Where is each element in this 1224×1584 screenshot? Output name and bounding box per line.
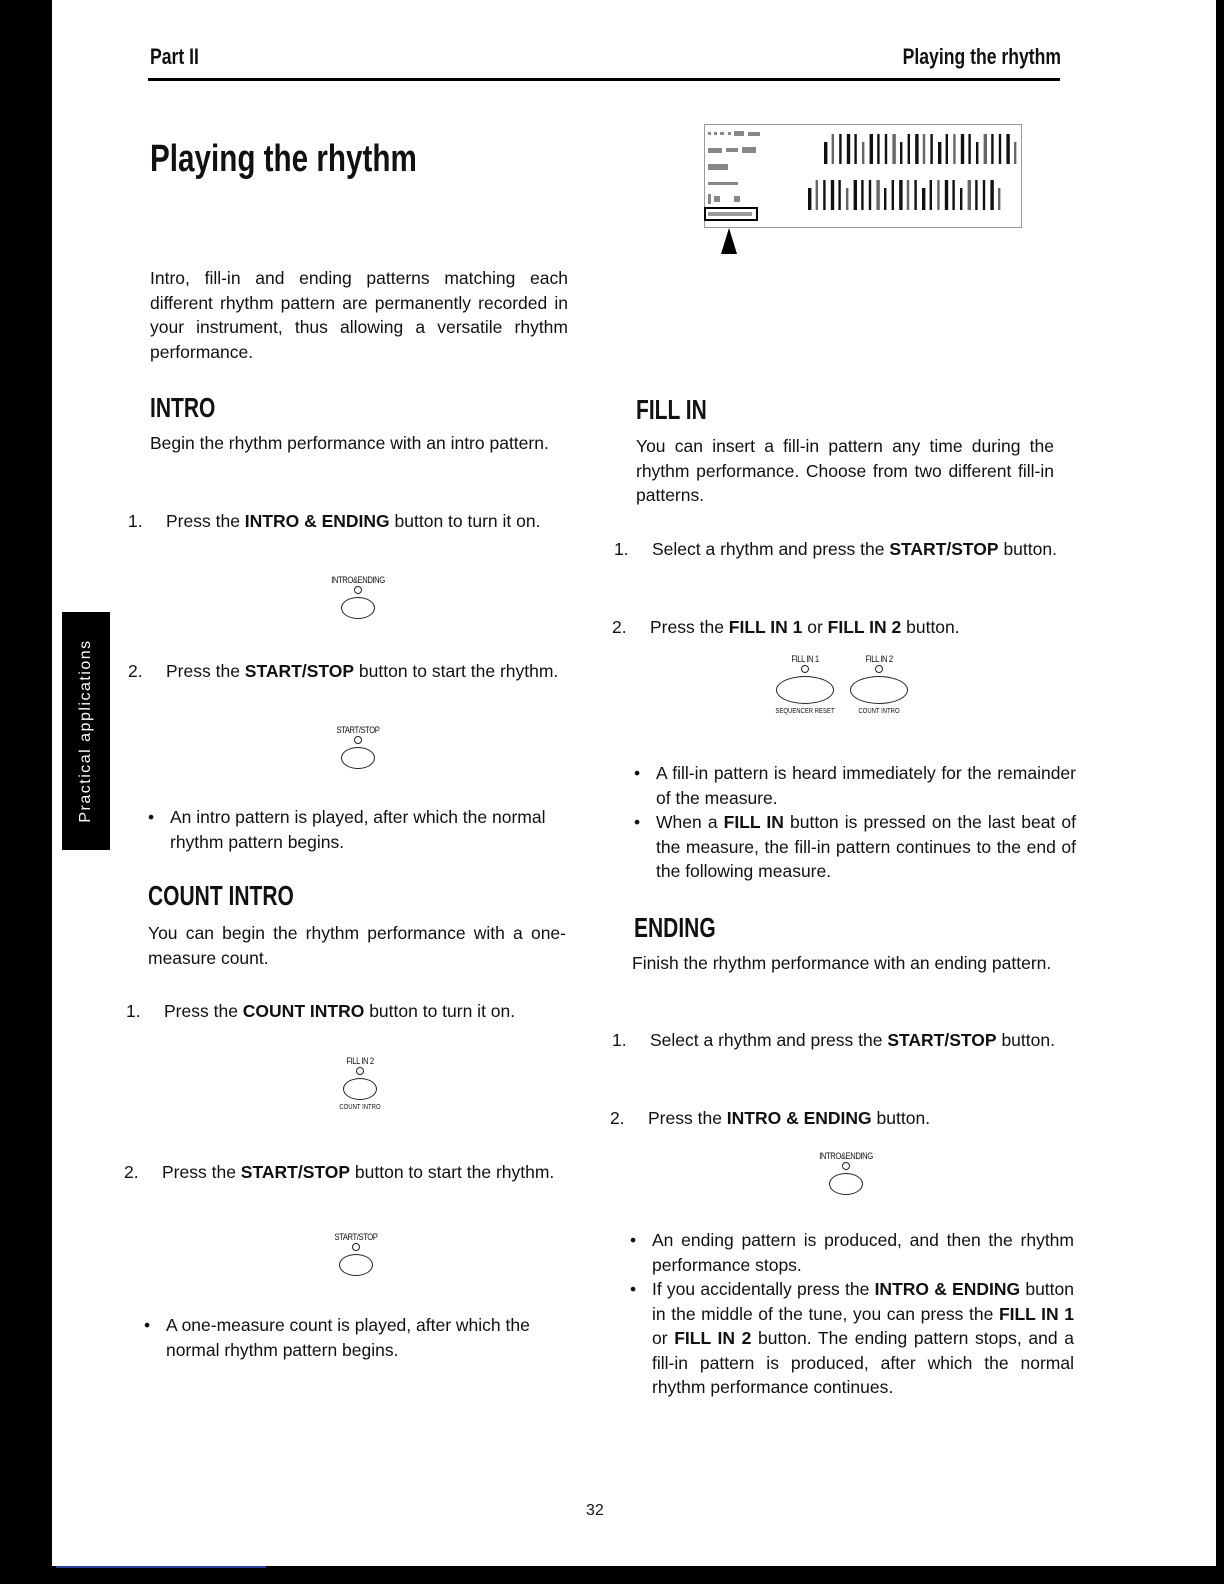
lcd-segment: [831, 180, 834, 210]
lcd-segment: [838, 180, 840, 210]
lcd-segment: [990, 180, 993, 210]
step-text: button to turn it on.: [364, 1001, 516, 1021]
intro-step-2: [128, 659, 592, 684]
lcd-segment: [975, 180, 977, 210]
lcd-segment: [998, 188, 1000, 210]
step-text: button to turn it on.: [389, 511, 541, 531]
section-heading-ending: ENDING: [634, 912, 716, 943]
step-text: Press the: [650, 617, 729, 637]
step-text: button.: [998, 539, 1057, 559]
step-button-name: START/STOP: [887, 1030, 997, 1050]
lcd-segment: [914, 180, 916, 210]
lcd-segment: [899, 180, 902, 210]
lcd-pointer-arrow-icon: [720, 226, 738, 256]
bullet-text: An intro pattern is played, after which the normal rhythm pattern begins.: [170, 807, 546, 852]
lcd-segment: [900, 142, 902, 164]
fill-in-bullet-2: [634, 810, 1076, 884]
step-number: 1.: [614, 539, 629, 559]
section-heading-fill-in: FILL IN: [636, 394, 707, 425]
bullet-icon: •: [148, 807, 155, 827]
step-button-name: INTRO & ENDING: [726, 1108, 872, 1128]
count-intro-step-2: [124, 1160, 588, 1185]
intro-description: Begin the rhythm performance with an intro pattern.: [150, 433, 549, 453]
count-intro-description: You can begin the rhythm performance with a one-measure count.: [148, 923, 566, 968]
lcd-display-illustration: [704, 124, 1022, 228]
side-tab: [62, 612, 110, 850]
bullet-text: A one-measure count is played, after which the normal rhythm pattern begins.: [166, 1315, 530, 1360]
lcd-segment: [892, 180, 894, 210]
lcd-segment: [999, 134, 1001, 164]
step-text: Press the: [166, 661, 245, 681]
button-label: FILL IN 2: [865, 654, 893, 664]
step-button-name: START/STOP: [889, 539, 999, 559]
ending-bullet-1: [630, 1228, 1074, 1277]
button-label: FILL IN 2: [346, 1056, 374, 1066]
button-cap: [341, 747, 375, 769]
lcd-segment: [937, 180, 939, 210]
bullet-bold: FILL IN 1: [998, 1303, 1074, 1324]
lcd-segment: [907, 180, 909, 210]
intro-paragraph: Intro, fill-in and ending patterns matching each different rhythm pattern are permanently recorded in your instrument, thus allowing a versatile rhythm performance.: [150, 268, 568, 362]
lcd-segment: [885, 134, 887, 164]
step-number: 1.: [128, 511, 143, 531]
led-indicator: [354, 586, 362, 594]
bullet-text: When a: [656, 812, 724, 832]
step-button-name: FILL IN 1: [728, 617, 803, 637]
header-chapter: Playing the rhythm: [902, 44, 1061, 69]
lcd-segment: [961, 134, 964, 164]
lcd-segment: [877, 134, 879, 164]
bullet-icon: •: [634, 763, 641, 783]
ending-bullet-2: [630, 1277, 1074, 1400]
button-sublabel: COUNT INTRO: [858, 708, 900, 715]
page-border-bottom: [0, 1566, 1224, 1584]
step-number: 2.: [610, 1108, 625, 1128]
lcd-segment: [983, 180, 985, 210]
bullet-text: button. The ending pattern stops, and a fill-in pattern is produced, after which the normal rhythm performance continues.: [652, 1328, 1074, 1397]
lcd-segment: [953, 134, 955, 164]
lcd-segment: [892, 134, 895, 164]
led-indicator: [842, 1162, 850, 1170]
lcd-segment: [876, 180, 879, 210]
fill-in-bullet-1: [634, 761, 1076, 810]
lcd-segment: [991, 134, 993, 164]
bullet-icon: •: [634, 812, 641, 832]
lcd-segment: [861, 180, 863, 210]
step-text: Press the: [648, 1108, 727, 1128]
button-sublabel: COUNT INTRO: [339, 1104, 381, 1111]
lcd-segment: [938, 142, 941, 164]
step-button-name: COUNT INTRO: [242, 1001, 365, 1021]
lcd-segment: [846, 188, 848, 210]
led-indicator: [352, 1243, 360, 1251]
step-text: Press the: [162, 1162, 241, 1182]
lcd-segment: [922, 188, 925, 210]
lcd-segment: [823, 180, 825, 210]
ending-step-2: [610, 1106, 1074, 1131]
step-button-name: FILL IN 2: [827, 617, 902, 637]
lcd-segment: [1006, 134, 1009, 164]
lcd-segment: [960, 188, 962, 210]
lcd-segment: [930, 180, 932, 210]
button-cap: [829, 1173, 863, 1195]
button-cap: [341, 597, 375, 619]
count-intro-step-1: [126, 999, 590, 1024]
fill-in-2-button-diagram: [836, 654, 922, 717]
step-number: 1.: [612, 1030, 627, 1050]
header-rule: [148, 78, 1060, 81]
button-cap: [850, 676, 908, 704]
button-label: START/STOP: [334, 1232, 378, 1242]
lcd-segment: [946, 134, 948, 164]
fill-in-step-1: [614, 537, 1078, 562]
bullet-icon: •: [144, 1315, 151, 1335]
bullet-bold: INTRO & ENDING: [874, 1279, 1021, 1299]
lcd-segment: [1014, 142, 1016, 164]
button-cap: [343, 1078, 377, 1100]
led-indicator: [354, 736, 362, 744]
step-text: Select a rhythm and press the: [652, 539, 890, 559]
bullet-bold: FILL IN: [723, 812, 784, 832]
page-border-left: [0, 0, 52, 1584]
lcd-segment: [930, 134, 932, 164]
ending-description: Finish the rhythm performance with an ending pattern.: [632, 953, 1052, 973]
lcd-segment: [915, 134, 918, 164]
lcd-segment: [862, 142, 864, 164]
bullet-text: If you accidentally press the: [652, 1279, 875, 1299]
page-border-right: [1216, 0, 1224, 1584]
step-text: button to start the rhythm.: [350, 1162, 555, 1182]
lcd-segment: [908, 134, 910, 164]
button-cap: [776, 676, 834, 704]
fill-in-description: You can insert a fill-in pattern any time during the rhythm performance. Choose from two different fill-in patterns.: [636, 436, 1054, 505]
step-text: button to start the rhythm.: [354, 661, 559, 681]
lcd-segment: [816, 180, 818, 210]
count-intro-button-diagram: [318, 1056, 402, 1113]
intro-bullet: [148, 805, 590, 854]
step-button-name: INTRO & ENDING: [244, 511, 390, 531]
lcd-segment: [832, 134, 834, 164]
step-text: or: [802, 617, 828, 637]
lcd-segment: [808, 188, 811, 210]
ending-step-1: [612, 1028, 1076, 1053]
button-label: INTRO&ENDING: [331, 575, 385, 585]
step-text: button.: [996, 1030, 1055, 1050]
step-button-name: START/STOP: [244, 661, 355, 681]
lcd-segment: [976, 142, 978, 164]
led-indicator: [875, 665, 883, 673]
bullet-bold: FILL IN 2: [674, 1328, 752, 1348]
button-label: INTRO&ENDING: [819, 1151, 873, 1161]
step-text: button.: [871, 1108, 931, 1128]
page-border-accent: [56, 1566, 266, 1568]
lcd-segment: [884, 188, 886, 210]
lcd-segment: [923, 134, 925, 164]
bullet-icon: •: [630, 1279, 637, 1299]
page-title: Playing the rhythm: [150, 138, 417, 180]
bullet-text: button in the middle of the tune, you can press the: [652, 1279, 1074, 1324]
start-stop-button-diagram-2: [314, 1232, 398, 1276]
step-number: 2.: [128, 661, 143, 681]
intro-ending-button-diagram-2: [804, 1151, 888, 1195]
step-text: Press the: [166, 511, 245, 531]
step-text: Select a rhythm and press the: [650, 1030, 888, 1050]
bullet-text: A fill-in pattern is heard immediately for the remainder of the measure.: [656, 763, 1076, 808]
side-tab-label: Practical applications: [77, 639, 94, 823]
step-number: 2.: [612, 617, 627, 637]
led-indicator: [356, 1067, 364, 1075]
fill-in-step-2: [612, 615, 1076, 640]
page-number: 32: [586, 1502, 604, 1519]
lcd-segment: [854, 180, 857, 210]
step-number: 2.: [124, 1162, 139, 1182]
lcd-segment: [839, 134, 841, 164]
bullet-text: or: [652, 1328, 675, 1348]
lcd-segment: [984, 134, 987, 164]
bullet-text: An ending pattern is produced, and then the rhythm performance stops.: [652, 1230, 1074, 1275]
intro-step-1: [128, 509, 592, 534]
bullet-icon: •: [630, 1230, 637, 1250]
count-intro-bullet: [144, 1313, 588, 1362]
lcd-segment: [968, 134, 970, 164]
button-cap: [339, 1254, 373, 1276]
button-sublabel: SEQUENCER RESET: [775, 708, 835, 715]
section-heading-count-intro: COUNT INTRO: [148, 880, 294, 911]
section-heading-intro: INTRO: [150, 392, 216, 423]
step-button-name: START/STOP: [240, 1162, 351, 1182]
step-text: Press the: [164, 1001, 243, 1021]
lcd-segment: [952, 180, 954, 210]
button-label: START/STOP: [336, 725, 380, 735]
bullet-text: button is pressed on the last beat of the measure, the fill-in pattern continues to the end of the following measure.: [656, 812, 1076, 881]
start-stop-button-diagram: [316, 725, 400, 769]
intro-ending-button-diagram: [316, 575, 400, 619]
lcd-segment: [945, 180, 948, 210]
lcd-segment: [968, 180, 971, 210]
header-part: Part II: [150, 44, 199, 69]
lcd-segment: [870, 134, 873, 164]
step-text: button.: [901, 617, 960, 637]
lcd-segment: [847, 134, 850, 164]
lcd-segment: [824, 142, 827, 164]
lcd-segment: [869, 180, 871, 210]
lcd-segment: [854, 134, 856, 164]
led-indicator: [801, 665, 809, 673]
button-label: FILL IN 1: [791, 654, 819, 664]
step-number: 1.: [126, 1001, 141, 1021]
